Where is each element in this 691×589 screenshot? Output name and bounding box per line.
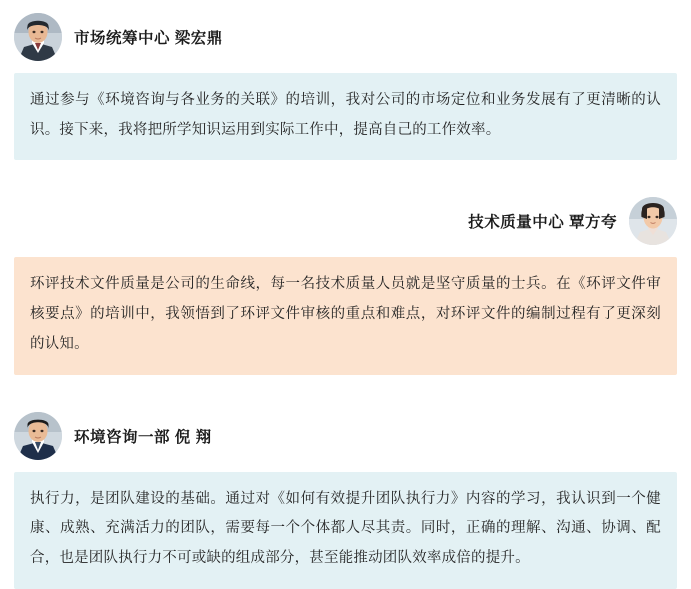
testimonial-entry-1 xyxy=(14,10,677,160)
spacer-2 xyxy=(14,375,677,409)
entry-3-name: 环境咨询一部 倪 翔 xyxy=(74,428,212,446)
entry-1-bubble: 通过参与《环境咨询与各业务的关联》的培训，我对公司的市场定位和业务发展有了更清晰的认识。接下来，我将把所学知识运用到实际工作中，提高自己的工作效率。 xyxy=(14,73,677,160)
entry-2-header xyxy=(14,194,677,248)
testimonial-entry-3 xyxy=(14,409,677,589)
avatar xyxy=(14,13,62,61)
entry-3-bubble: 执行力，是团队建设的基础。通过对《如何有效提升团队执行力》内容的学习，我认识到一个健康、成熟、充满活力的团队，需要每一个个体都人尽其责。同时，正确的理解、沟通、协调、配合，也是团队执行力不可或缺的组成部分，甚至能推动团队效率成倍的提升。 xyxy=(14,472,677,589)
spacer-1 xyxy=(14,160,677,194)
entry-1-name: 市场统筹中心 梁宏鼎 xyxy=(74,30,223,47)
entry-2-bubble: 环评技术文件质量是公司的生命线，每一名技术质量人员就是坚守质量的士兵。在《环评文件审核要点》的培训中，我领悟到了环评文件审核的重点和难点，对环评文件的编制过程有了更深刻的认知。 xyxy=(14,257,677,374)
entry-1-header xyxy=(14,10,677,64)
testimonial-entry-2 xyxy=(14,194,677,374)
entry-3-header xyxy=(14,409,677,463)
entry-2-name: 技术质量中心 覃方夸 xyxy=(468,214,617,232)
avatar xyxy=(14,412,62,460)
avatar xyxy=(629,197,677,245)
